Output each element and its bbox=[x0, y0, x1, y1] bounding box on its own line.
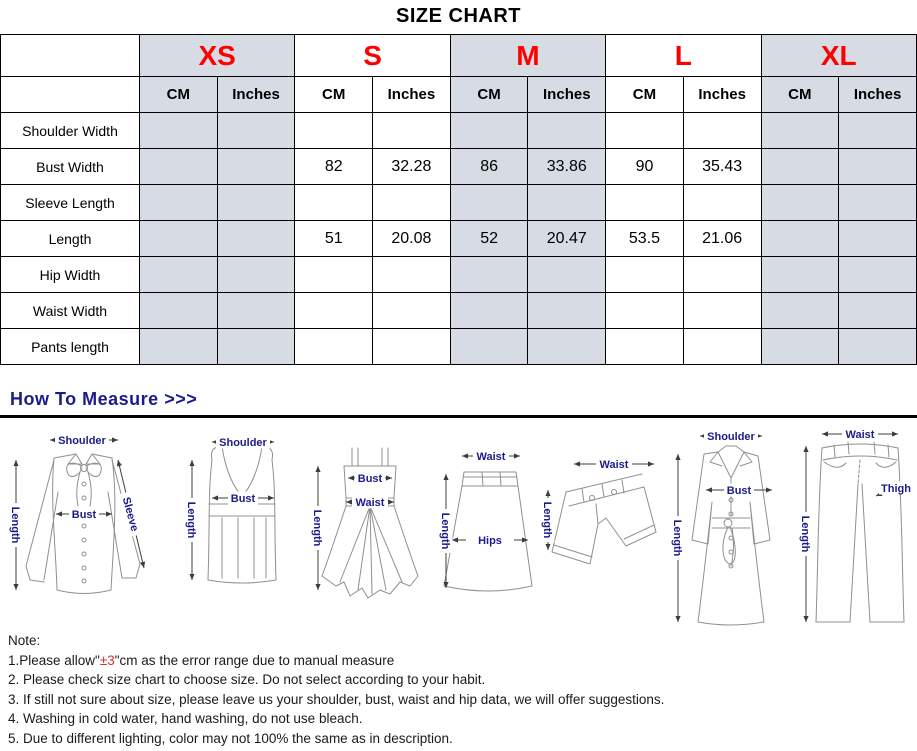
waist-label: Waist bbox=[845, 429, 875, 441]
divider-rule bbox=[0, 415, 917, 418]
bust-label: Bust bbox=[230, 493, 256, 505]
shoulder-label: Shoulder bbox=[219, 437, 267, 449]
note-item-4: 4. Washing in cold water, hand washing, do not use bleach. bbox=[8, 711, 363, 726]
table-cell bbox=[450, 113, 528, 149]
arrowhead bbox=[574, 461, 580, 466]
table-cell bbox=[606, 293, 684, 329]
arrowhead bbox=[545, 490, 550, 496]
table-row bbox=[1, 257, 917, 293]
table-cell bbox=[295, 329, 373, 365]
table-cell bbox=[140, 293, 218, 329]
arrowhead bbox=[514, 453, 520, 458]
table-cell bbox=[528, 257, 606, 293]
skirt-sketch bbox=[436, 446, 536, 604]
unit-header: Inches bbox=[528, 77, 606, 113]
figure-tank-top bbox=[182, 432, 302, 590]
page-title: SIZE CHART bbox=[396, 5, 521, 27]
table-cell bbox=[217, 149, 295, 185]
length-label: Length bbox=[185, 501, 197, 539]
sleeve-label: Sleeve bbox=[119, 495, 141, 533]
table-cell bbox=[373, 185, 451, 221]
unit-header: CM bbox=[606, 77, 684, 113]
table-cell bbox=[140, 221, 218, 257]
table-cell bbox=[373, 329, 451, 365]
waist-label: Waist bbox=[355, 497, 385, 509]
table-cell bbox=[295, 257, 373, 293]
arrowhead bbox=[443, 474, 448, 480]
size-table bbox=[0, 34, 917, 365]
row-label: Hip Width bbox=[1, 257, 140, 293]
note-item-5: 5. Due to different lighting, color may not 100% the same as in description. bbox=[8, 730, 453, 746]
length-label: Length bbox=[799, 515, 811, 553]
table-cell: 20.08 bbox=[373, 221, 451, 257]
note-item-3: 3. If still not sure about size, please leave us your shoulder, bust, waist and hip data, we will offer suggestions. bbox=[8, 691, 665, 707]
unit-header: CM bbox=[295, 77, 373, 113]
table-cell bbox=[450, 293, 528, 329]
note1-tolerance: ±3 bbox=[99, 652, 115, 668]
table-cell bbox=[606, 257, 684, 293]
waist-label: Waist bbox=[476, 451, 506, 463]
unit-header: CM bbox=[761, 77, 839, 113]
table-cell bbox=[761, 329, 839, 365]
table-cell bbox=[373, 113, 451, 149]
table-cell bbox=[839, 149, 917, 185]
table-row bbox=[1, 329, 917, 365]
note1-pre: 1.Please allow" bbox=[8, 652, 100, 668]
table-cell bbox=[373, 257, 451, 293]
arrowhead bbox=[648, 461, 654, 466]
table-cell bbox=[140, 257, 218, 293]
arrowhead bbox=[56, 511, 62, 516]
table-cell bbox=[217, 329, 295, 365]
arrowhead bbox=[388, 499, 394, 504]
table-cell: 20.47 bbox=[528, 221, 606, 257]
table-cell: 33.86 bbox=[528, 149, 606, 185]
table-cell bbox=[528, 113, 606, 149]
table-cell bbox=[217, 185, 295, 221]
size-header-l: L bbox=[606, 35, 761, 77]
table-cell bbox=[761, 185, 839, 221]
shorts-sketch bbox=[538, 452, 660, 584]
table-cell bbox=[450, 185, 528, 221]
arrowhead bbox=[675, 616, 680, 622]
table-cell bbox=[140, 185, 218, 221]
size-header-s: S bbox=[295, 35, 450, 77]
unit-header: Inches bbox=[373, 77, 451, 113]
arrowhead bbox=[822, 431, 828, 436]
row-label: Waist Width bbox=[1, 293, 140, 329]
table-cell: 90 bbox=[606, 149, 684, 185]
arrowhead bbox=[315, 466, 320, 472]
table-cell bbox=[761, 257, 839, 293]
table-cell: 35.43 bbox=[683, 149, 761, 185]
tank-top-sketch bbox=[182, 432, 302, 590]
figure-blouse bbox=[6, 430, 178, 625]
arrowhead bbox=[675, 454, 680, 460]
arrowhead bbox=[348, 475, 354, 480]
arrowhead bbox=[315, 584, 320, 590]
arrowhead bbox=[117, 460, 122, 466]
pants-sketch bbox=[796, 426, 914, 630]
arrowhead bbox=[268, 495, 274, 500]
arrowhead bbox=[140, 562, 145, 568]
table-cell bbox=[683, 185, 761, 221]
arrowhead bbox=[803, 616, 808, 622]
arrowhead bbox=[189, 460, 194, 466]
coat-sketch bbox=[660, 426, 796, 630]
bust-label: Bust bbox=[71, 509, 97, 521]
table-cell bbox=[606, 185, 684, 221]
table-cell bbox=[140, 329, 218, 365]
arrowhead bbox=[13, 584, 18, 590]
notes-heading: Note: bbox=[8, 633, 41, 648]
table-corner-cell bbox=[1, 35, 140, 77]
table-cell bbox=[217, 293, 295, 329]
shoulder-label: Shoulder bbox=[58, 435, 106, 447]
arrowhead bbox=[346, 499, 352, 504]
note-item-1 bbox=[8, 651, 913, 671]
how-to-measure-heading: How To Measure >>> bbox=[10, 389, 198, 409]
blouse-sketch bbox=[6, 430, 178, 625]
table-cell bbox=[528, 185, 606, 221]
table-cell bbox=[450, 329, 528, 365]
unit-header: CM bbox=[140, 77, 218, 113]
arrowhead bbox=[545, 544, 550, 550]
table-cell bbox=[140, 149, 218, 185]
table-cell bbox=[839, 185, 917, 221]
table-cell bbox=[528, 293, 606, 329]
arrowhead bbox=[706, 487, 712, 492]
arrowhead bbox=[189, 574, 194, 580]
table-row bbox=[1, 221, 917, 257]
table-cell bbox=[761, 113, 839, 149]
length-label: Length bbox=[541, 501, 553, 539]
table-cell: 21.06 bbox=[683, 221, 761, 257]
table-cell bbox=[761, 149, 839, 185]
figure-skirt bbox=[436, 446, 536, 604]
note1-post: "cm as the error range due to manual measure bbox=[114, 652, 395, 668]
table-cell bbox=[839, 329, 917, 365]
arrowhead bbox=[892, 431, 898, 436]
table-cell bbox=[450, 257, 528, 293]
table-cell: 32.28 bbox=[373, 149, 451, 185]
notes-section bbox=[8, 631, 913, 748]
length-label: Length bbox=[9, 506, 21, 544]
table-cell bbox=[295, 293, 373, 329]
row-label: Bust Width bbox=[1, 149, 140, 185]
row-label: Length bbox=[1, 221, 140, 257]
table-cell bbox=[295, 113, 373, 149]
figure-pants bbox=[796, 426, 914, 630]
length-label: Length bbox=[311, 509, 323, 547]
figure-shorts bbox=[538, 452, 660, 584]
dress-sketch bbox=[306, 440, 434, 600]
table-cell bbox=[140, 113, 218, 149]
table-cell bbox=[761, 221, 839, 257]
table-cell bbox=[683, 113, 761, 149]
table-corner-cell-2 bbox=[1, 77, 140, 113]
length-label: Length bbox=[671, 519, 683, 557]
table-cell bbox=[373, 293, 451, 329]
table-cell bbox=[528, 329, 606, 365]
arrowhead bbox=[386, 475, 392, 480]
waist-label: Waist bbox=[599, 459, 629, 471]
unit-header: Inches bbox=[839, 77, 917, 113]
figure-dress bbox=[306, 440, 434, 600]
table-cell bbox=[606, 329, 684, 365]
table-cell bbox=[217, 257, 295, 293]
arrowhead bbox=[803, 446, 808, 452]
shoulder-label: Shoulder bbox=[707, 431, 755, 443]
table-cell: 86 bbox=[450, 149, 528, 185]
figure-coat bbox=[660, 426, 796, 630]
table-cell bbox=[683, 293, 761, 329]
bust-label: Bust bbox=[357, 473, 383, 485]
unit-header: Inches bbox=[217, 77, 295, 113]
size-header-m: M bbox=[450, 35, 605, 77]
table-cell: 52 bbox=[450, 221, 528, 257]
table-row bbox=[1, 113, 917, 149]
unit-header: Inches bbox=[683, 77, 761, 113]
table-cell bbox=[839, 293, 917, 329]
table-row bbox=[1, 149, 917, 185]
table-cell: 51 bbox=[295, 221, 373, 257]
thigh-label: Thigh bbox=[881, 483, 911, 495]
arrowhead bbox=[13, 460, 18, 466]
size-header-xs: XS bbox=[140, 35, 295, 77]
bust-label: Bust bbox=[726, 485, 752, 497]
arrowhead bbox=[766, 487, 772, 492]
arrowhead bbox=[462, 453, 468, 458]
arrowhead bbox=[212, 495, 218, 500]
table-cell bbox=[683, 329, 761, 365]
table-row bbox=[1, 185, 917, 221]
table-cell bbox=[683, 257, 761, 293]
table-cell bbox=[839, 257, 917, 293]
table-cell bbox=[839, 221, 917, 257]
hips-label: Hips bbox=[478, 535, 502, 547]
table-cell: 53.5 bbox=[606, 221, 684, 257]
table-cell: 82 bbox=[295, 149, 373, 185]
size-header-xl: XL bbox=[761, 35, 917, 77]
table-cell bbox=[295, 185, 373, 221]
arrowhead bbox=[112, 437, 118, 442]
table-cell bbox=[217, 113, 295, 149]
table-cell bbox=[217, 221, 295, 257]
unit-header: CM bbox=[450, 77, 528, 113]
length-label: Length bbox=[439, 512, 451, 550]
table-row bbox=[1, 293, 917, 329]
table-cell bbox=[606, 113, 684, 149]
row-label: Pants length bbox=[1, 329, 140, 365]
row-label: Sleeve Length bbox=[1, 185, 140, 221]
row-label: Shoulder Width bbox=[1, 113, 140, 149]
table-cell bbox=[839, 113, 917, 149]
note-item-2: 2. Please check size chart to choose size. Do not select according to your habit. bbox=[8, 672, 486, 687]
table-cell bbox=[761, 293, 839, 329]
